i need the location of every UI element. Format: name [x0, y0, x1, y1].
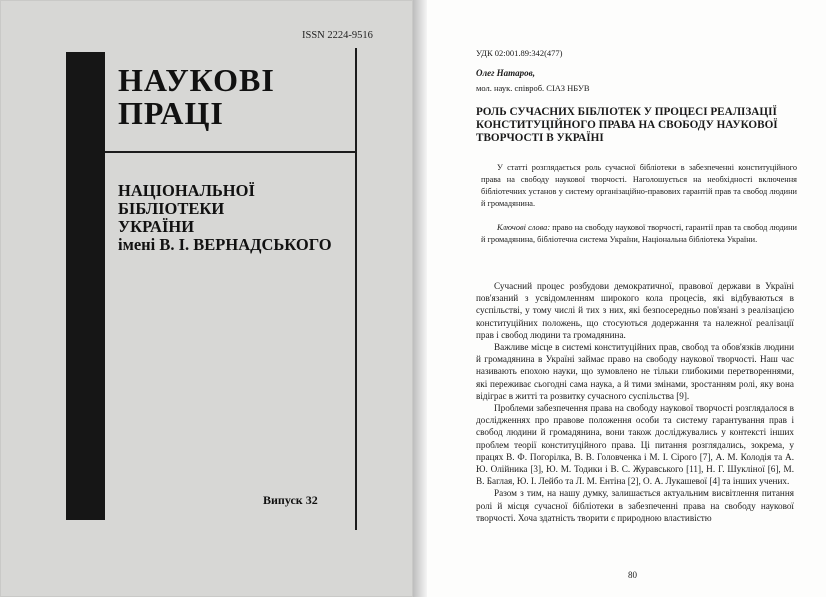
abstract: У статті розглядається роль сучасної бібліотеки в забезпеченні конституційного права на свободу наукової творчості. Наголошується на необхідності включення бібліотечних установ у систему організаційно-правових гарантій прав та свобод людини й громадянина. [481, 163, 797, 208]
body-paragraph: Разом з тим, на нашу думку, залишається актуальним висвітлення питання ролі й місця сучасної бібліотеки в забезпеченні права на свободу наукової творчості. Хоча здатність творити є природною властивістю [476, 488, 794, 523]
page-number: 80 [628, 570, 637, 580]
article-body [476, 280, 794, 524]
author-position: мол. наук. співроб. СІАЗ НБУВ [476, 83, 590, 93]
keywords-label: Ключові слова: [497, 223, 551, 232]
article-title: РОЛЬ СУЧАСНИХ БІБЛІОТЕК У ПРОЦЕСІ РЕАЛІЗАЦІЇ КОНСТИТУЦІЙНОГО ПРАВА НА СВОБОДУ НАУКОВОЇ ТВОРЧОСТІ В УКРАЇНІ [476, 106, 778, 144]
page-gutter [413, 0, 427, 597]
article-page [413, 0, 826, 597]
cover-subtitle-line: БІБЛІОТЕКИ [118, 199, 225, 218]
body-paragraph: Проблеми забезпечення права на свободу наукової творчості розглядалося в дослідженнях про правове положення особи та систему гарантування прав і свобод людини й громадянина, вони також досліджувались у контексті інших проблем теорії конституційного права. Ці питання розглядались, зокрема, у працях В. Ф. Погорілка, В. В. Головченка і М. І. Сірого [7], А. М. Колодія та А. Ю. Олійника [3], Ю. М. Тодики і В. С. Журавського [11], Н. Г. Шукліної [6], М. В. Баглая, Ю. І. Лейбо та Л. М. Ентіна [2], О. А. Лукашевої [4] та інших учених. [476, 403, 794, 487]
cover-vertical-rule [355, 48, 357, 530]
cover-title-line: ПРАЦІ [118, 95, 224, 131]
issue-number: Випуск 32 [263, 493, 318, 507]
cover-title [118, 64, 275, 130]
cover-subtitle-line: імені В. І. ВЕРНАДСЬКОГО [118, 235, 332, 254]
body-paragraph: Сучасний процес розбудови демократичної, правової держави в Україні пов'язаний з усвідомленням широкого кола процесів, які відбуваються в суспільстві, у тому числі й тих з них, які безпосередньо пов'язані з реалізацією конституційних положень, що стосуються додержання та належної реалізації прав і свобод людини та громадянина. [476, 281, 794, 340]
cover-subtitle-line: НАЦІОНАЛЬНОЇ [118, 181, 255, 200]
issn-label: ISSN 2224-9516 [302, 30, 373, 41]
cover-black-bar [66, 52, 105, 520]
cover-title-line: НАУКОВІ [118, 62, 275, 98]
cover-subtitle-line: УКРАЇНИ [118, 217, 195, 236]
cover-subtitle [118, 182, 332, 254]
keywords-text: право на свободу наукової творчості, гарантії прав та свобод людини й громадянина, бібліотечна система України, Національна бібліотека України. [481, 223, 797, 244]
keywords [481, 222, 797, 246]
udk-code: УДК 02:001.89:342(477) [476, 48, 563, 58]
body-paragraph: Важливе місце в системі конституційних прав, свобод та обов'язків людини й громадянина в Україні займає право на свободу наукової творчості. Наш час називають епохою науки, що зумовлено не тільки глибокими перетвореннями, які переживає сьогодні сама наука, а й тими змінами, зростанням ролі, яку вона відіграє в житті та розвитку сучасного суспільства [9]. [476, 342, 794, 401]
cover-horizontal-rule [105, 151, 357, 153]
author-name: Олег Натаров, [476, 68, 535, 78]
